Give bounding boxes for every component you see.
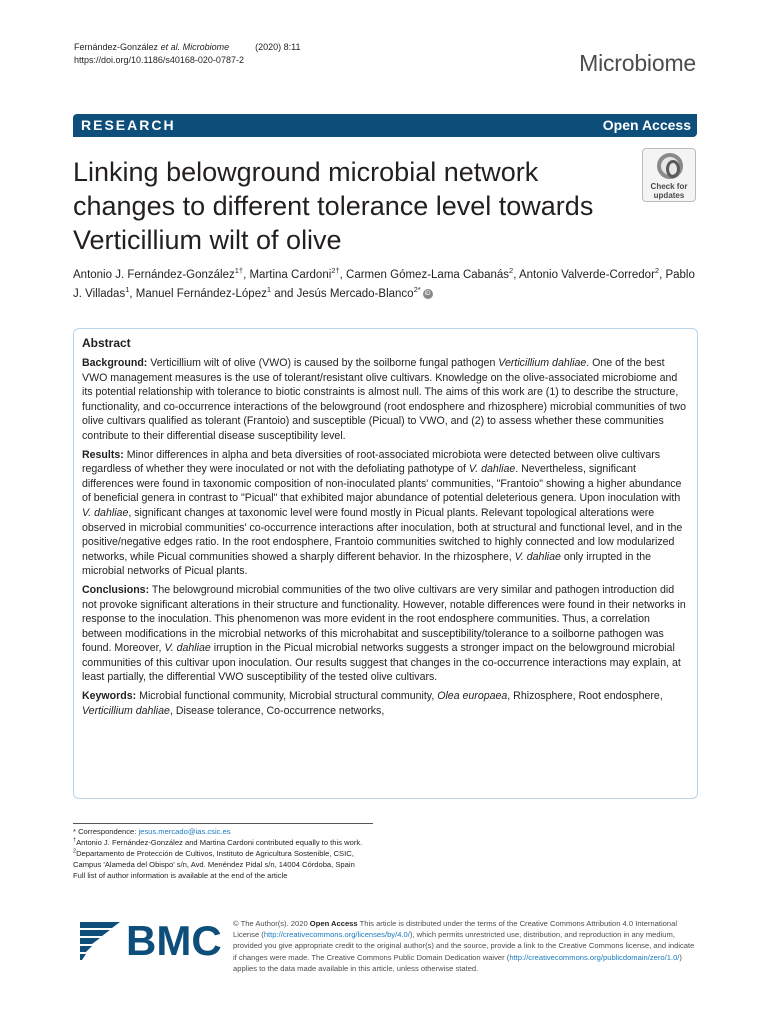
- affiliation: $^2$Departamento de Protección de Cultivos, Instituto de Agricultura Sostenible, CSIC, Campus 'Alameda del Obispo' s/n, Avd. Menéndez Pidal s/n, 14004 Córdoba, Spain: [73, 848, 355, 869]
- citation-year: (2020) 8:11: [255, 42, 301, 52]
- author-name[interactable]: , Manuel Fernández-López: [129, 288, 267, 300]
- author-name[interactable]: and Jesús Mercado-Blanco: [271, 288, 414, 300]
- abstract-conclusions: Conclusions: The belowground microbial communities of the two olive cultivars are very similar and pathogen introduction did not provoke significant alterations in their structure and functionality. However, notable differences were found in their networks in response to the inoculation. This phenomenon was more evident in the root endosphere communities. Thus, a correlation between modifications in the microbial networks of this microhabitat and susceptibility/tolerance to a soilborne pathogen was found. Moreover, V. dahliae irruption in the Picual microbial networks suggests a stronger impact on the belowground microbial communities of this cultivar upon inoculation. Our results suggest that changes in the co-occurrence interactions may explain, at least partially, the differential VWO susceptibility of the tested olive cultivars.: [82, 583, 686, 684]
- footnotes: [73, 826, 383, 881]
- bmc-logo-text: BMC: [126, 917, 222, 964]
- abstract-box: [73, 328, 698, 799]
- license-link-zero[interactable]: http://creativecommons.org/publicdomain/zero/1.0/: [509, 952, 680, 962]
- orcid-icon[interactable]: iD: [423, 289, 433, 299]
- article-title: Linking belowground microbial network changes to different tolerance level towards Verticillium wilt of olive: [73, 157, 594, 255]
- license-text: © The Author(s). 2020 Open Access This article is distributed under the terms of the Creative Commons Attribution 4.0 International License (http://creativecommons.org/licenses/by/4.0/), which permits unrestricted use, distribution, and reproduction in any medium, provided you give appropriate credit to the original author(s) and the source, provide a link to the Creative Commons license, and indicate if changes were made. The Creative Commons Public Domain Dedication waiver (http://creativecommons.org/publicdomain/zero/1.0/) applies to the data made available in this article, unless otherwise stated.: [233, 919, 695, 973]
- license-link-by[interactable]: http://creativecommons.org/licenses/by/4.0/: [263, 930, 410, 940]
- equal-contribution-note: †Antonio J. Fernández-González and Martina Cardoni contributed equally to this work.: [73, 837, 363, 847]
- journal-name: Microbiome: [579, 50, 696, 76]
- doi-link[interactable]: https://doi.org/10.1186/s40168-020-0787-2: [74, 55, 244, 65]
- author-name[interactable]: , Pablo J. Villadas: [73, 269, 695, 300]
- abstract-keywords: Keywords: Microbial functional community, Microbial structural community, Olea europaea, Rhizosphere, Root endosphere, Verticillium dahliae, Disease tolerance, Co-occurrence networks,: [82, 690, 663, 717]
- author-name[interactable]: , Antonio Valverde-Corredor: [513, 269, 655, 281]
- author-info-note: Full list of author information is available at the end of the article: [73, 871, 288, 880]
- bmc-logo: [76, 916, 221, 966]
- author-name[interactable]: , Carmen Gómez-Lama Cabanás: [339, 269, 510, 281]
- citation-line: Fernández-González et al. Microbiome (2020) 8:11: [74, 42, 301, 52]
- check-updates-icon: [657, 153, 683, 179]
- abstract-heading: Abstract: [82, 336, 131, 350]
- correspondence-email[interactable]: jesus.mercado@ias.csic.es: [138, 827, 231, 836]
- citation-block: [74, 41, 300, 67]
- author-list: Antonio J. Fernández-González$^{1\dagger}$, Martina Cardoni$^{2\dagger}$, Carmen Gómez-Lama Cabanás$^2$, Antonio Valverde-Corredor$^2$, Pablo J. Villadas$^1$, Manuel Fernández-López$^1$ and Jesús Mercado-Blanco$^{2*}$ iD: [73, 266, 695, 300]
- check-for-updates-badge[interactable]: Check for updates: [642, 148, 696, 202]
- correspondence: * Correspondence: jesus.mercado@ias.csic.es: [73, 827, 231, 836]
- footnote-divider: [73, 823, 373, 824]
- article-type-banner: [73, 114, 697, 137]
- abstract-background: Background: Verticillium wilt of olive (VWO) is caused by the soilborne fungal pathogen Verticillium dahliae. One of the best VWO management measures is the use of tolerant/resistant olive cultivars. Knowledge on the olive-associated microbiome and its potential relationship with tolerance to biotic constraints is almost null. The aims of this work are (1) to describe the structure, functionality, and co-occurrence interactions of the belowground (root endosphere and rhizosphere) microbial communities of two olive cultivars qualified as tolerant (Frantoio) and susceptible (Picual) to VWO, and (2) to assess whether these communities contribute to their differential disease susceptibility level.: [82, 357, 686, 442]
- abstract-results: Results: Minor differences in alpha and beta diversities of root-associated microbiota were detected between olive cultivars regardless of whether they were inoculated or not with the defoliating pathotype of V. dahliae. Nevertheless, significant differences were found in taxonomic composition of non-inoculated plants' communities, "Frantoio" showing a higher abundance of beneficial genera in contrast to "Picual" that exhibited major abundance of potential deleterious genera. Upon inoculation with V. dahliae, significant changes at taxonomic level were found mostly in Picual plants. Relevant topological alterations were observed in microbial communities' co-occurrence interactions after inoculation, both at structural and functional level, and in the positive/negative edges ratio. In the root endosphere, Frantoio communities switched to highly connected and low modularized networks, while Picual communities showed a sharply different behavior. In the rhizosphere, V. dahliae only irrupted in the microbial networks of Picual plants.: [82, 448, 683, 578]
- article-type: RESEARCH: [81, 117, 176, 133]
- open-access-label: Open Access: [602, 117, 691, 133]
- author-name[interactable]: Antonio J. Fernández-González: [73, 269, 235, 281]
- author-name[interactable]: , Martina Cardoni: [243, 269, 332, 281]
